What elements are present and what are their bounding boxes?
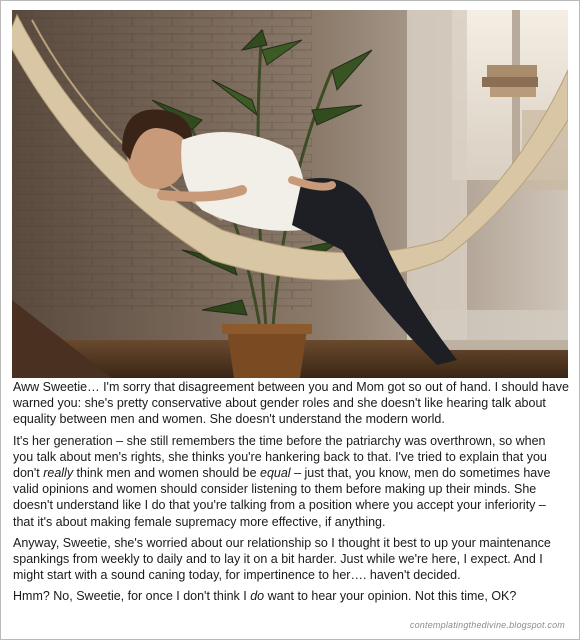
caption-p2-emphasis-equal: equal: [260, 466, 291, 481]
hammock-photo: [12, 10, 568, 378]
caption-paragraph-1: [13, 379, 569, 428]
caption-p2-text-c: – just that, you know, men do sometimes have valid opinions and women should consider listening to them before making up their minds. She doesn't understand like I do that you're talking from a position where you accept your inferiority – that it's about making female supremacy more effective, if anything.: [13, 466, 551, 529]
caption-p4-emphasis-do: do: [250, 589, 265, 604]
caption-p2-text-b: think men and women should be: [73, 466, 260, 481]
caption-p1-text: Aww Sweetie… I'm sorry that disagreement between you and Mom got so out of hand. I should have warned you: she's pretty conservative about gender roles and she doesn't like hearing talk about equality between men and women. She doesn't understand the modern world.: [13, 380, 569, 427]
caption-text: [13, 379, 569, 610]
caption-p4-text-a: Hmm? No, Sweetie, for once I don't think I: [13, 589, 251, 604]
blog-credit: contemplatingthedivine.blogspot.com: [409, 620, 565, 630]
caption-p2-text-a: It's her generation – she still remembers the time before the patriarchy was overthrown, so when you talk about men's rights, she thinks you're hankering back to that. I've tried to explain that you don't: [13, 433, 547, 481]
photo-illustration: [12, 10, 568, 378]
caption-paragraph-3: [13, 535, 569, 584]
caption-p3-text: Anyway, Sweetie, she's worried about our relationship so I thought it best to up your maintenance spankings from weekly to daily and to lay it on a bit harder. Just while we're here, I expect. And I might start with a sound caning today, for impertinence to her…. haven't decided.: [13, 535, 551, 583]
caption-paragraph-4: [13, 588, 569, 604]
caption-paragraph-2: [13, 433, 569, 530]
caption-p2-emphasis-really: really: [43, 466, 74, 481]
caption-p4-text-b: want to hear your opinion. Not this time, OK?: [264, 589, 517, 604]
